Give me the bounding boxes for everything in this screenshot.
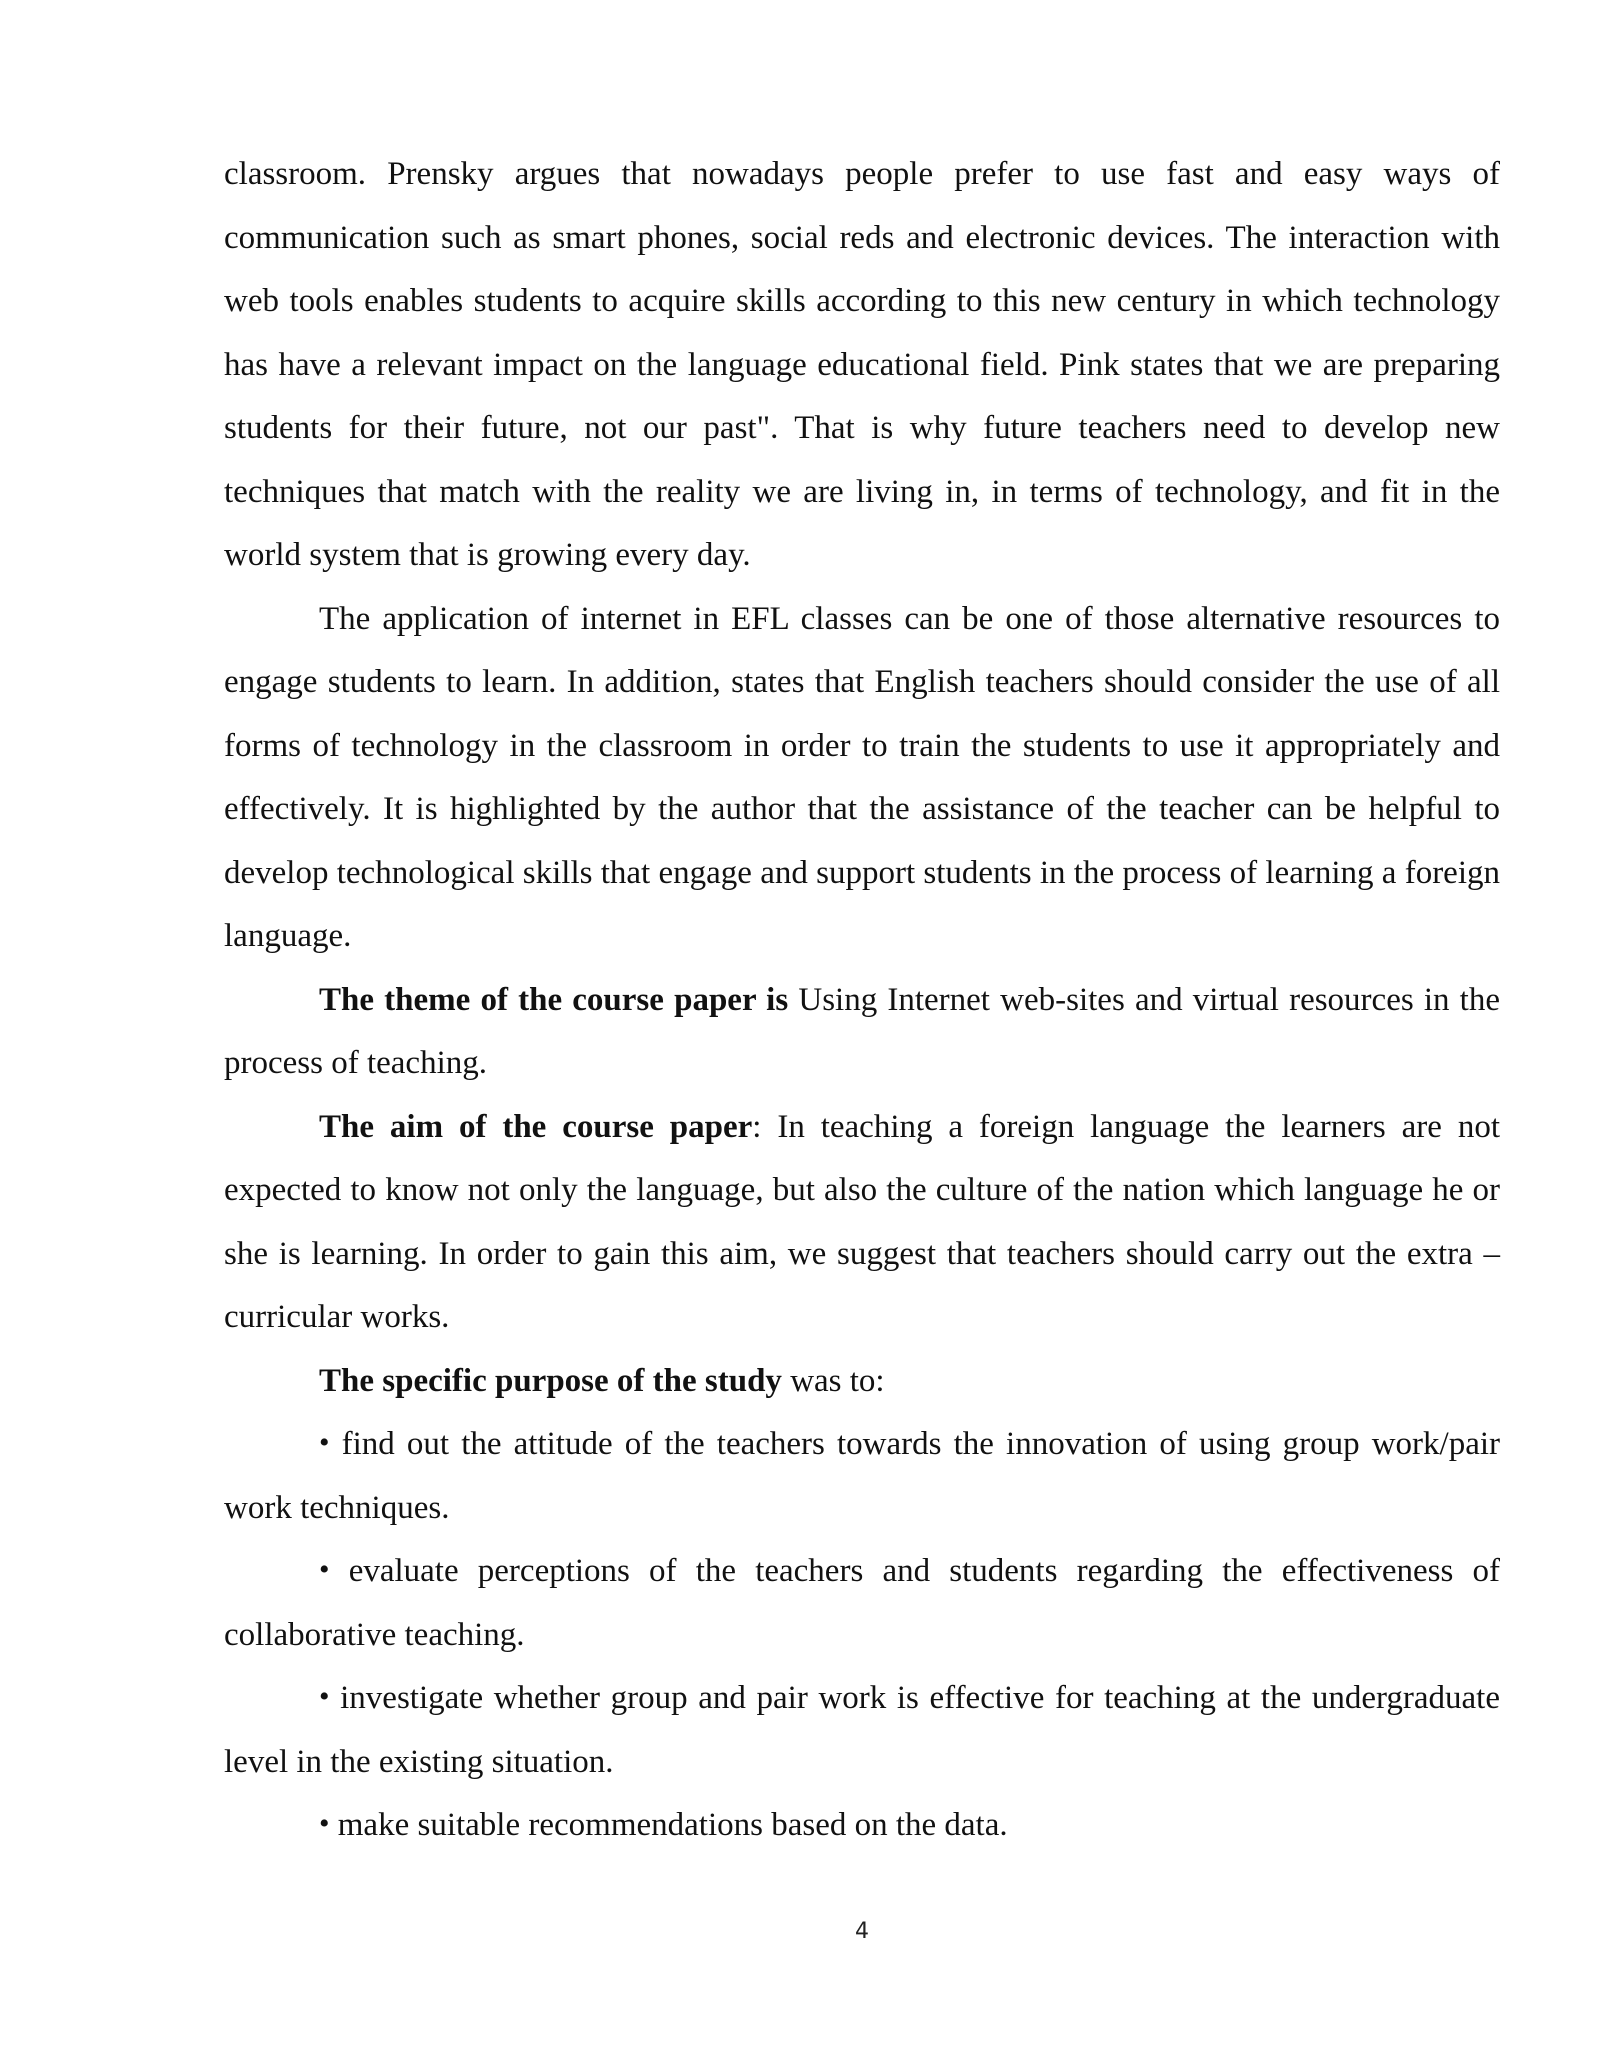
- theme-heading: The theme of the course paper is: [319, 981, 789, 1018]
- bullet-icon: •: [319, 1553, 330, 1586]
- aim-heading: The aim of the course paper: [319, 1108, 753, 1145]
- list-item-text: evaluate perceptions of the teachers and students regarding the effectiveness of collaborative teaching.: [224, 1553, 1500, 1653]
- list-item: [224, 1540, 1500, 1667]
- list-item: [224, 1794, 1500, 1858]
- purpose-heading: The specific purpose of the study: [319, 1362, 782, 1399]
- bullet-icon: •: [319, 1680, 330, 1713]
- paragraph-purpose: [224, 1350, 1500, 1414]
- list-item-text: investigate whether group and pair work is effective for teaching at the undergraduate level in the existing situation.: [224, 1680, 1500, 1780]
- paragraph-theme: [224, 969, 1500, 1096]
- list-item-text: make suitable recommendations based on the data.: [337, 1807, 1008, 1843]
- paragraph-technology-intro: classroom. Prensky argues that nowadays people prefer to use fast and easy ways of communication such as smart phones, social reds and electronic devices. The interaction with web tools enables students to acquire skills according to this new century in which technology has have a relevant impact on the language educational field. Pink states that we are preparing students for their future, not our past". That is why future teachers need to develop new techniques that match with the reality we are living in, in terms of technology, and fit in the world system that is growing every day.: [224, 156, 1500, 573]
- paragraph-aim: [224, 1096, 1500, 1350]
- list-item: [224, 1667, 1500, 1794]
- page-body: [224, 143, 1500, 1858]
- theme-text: Using Internet web-sites and virtual resources in the process of teaching.: [224, 981, 1501, 1081]
- list-item-text: find out the attitude of the teachers towards the innovation of using group work/pair work techniques.: [224, 1426, 1500, 1526]
- paragraph-internet-efl: The application of internet in EFL classes can be one of those alternative resources to engage students to learn. In addition, states that English teachers should consider the use of all forms of technology in the classroom in order to train the students to use it appropriately and effectively. It is highlighted by the author that the assistance of the teacher can be helpful to develop technological skills that engage and support students in the process of learning a foreign language.: [224, 600, 1500, 954]
- list-item: [224, 1413, 1500, 1540]
- page-number: 4: [855, 1919, 869, 1944]
- purpose-text: was to:: [781, 1362, 885, 1399]
- bullet-icon: •: [319, 1807, 330, 1840]
- aim-text: : In teaching a foreign language the learners are not expected to know not only the language, but also the culture of the nation which language he or she is learning. In order to gain this aim, we suggest that teachers should carry out the extra – curricular works.: [224, 1108, 1500, 1335]
- bullet-icon: •: [319, 1426, 330, 1459]
